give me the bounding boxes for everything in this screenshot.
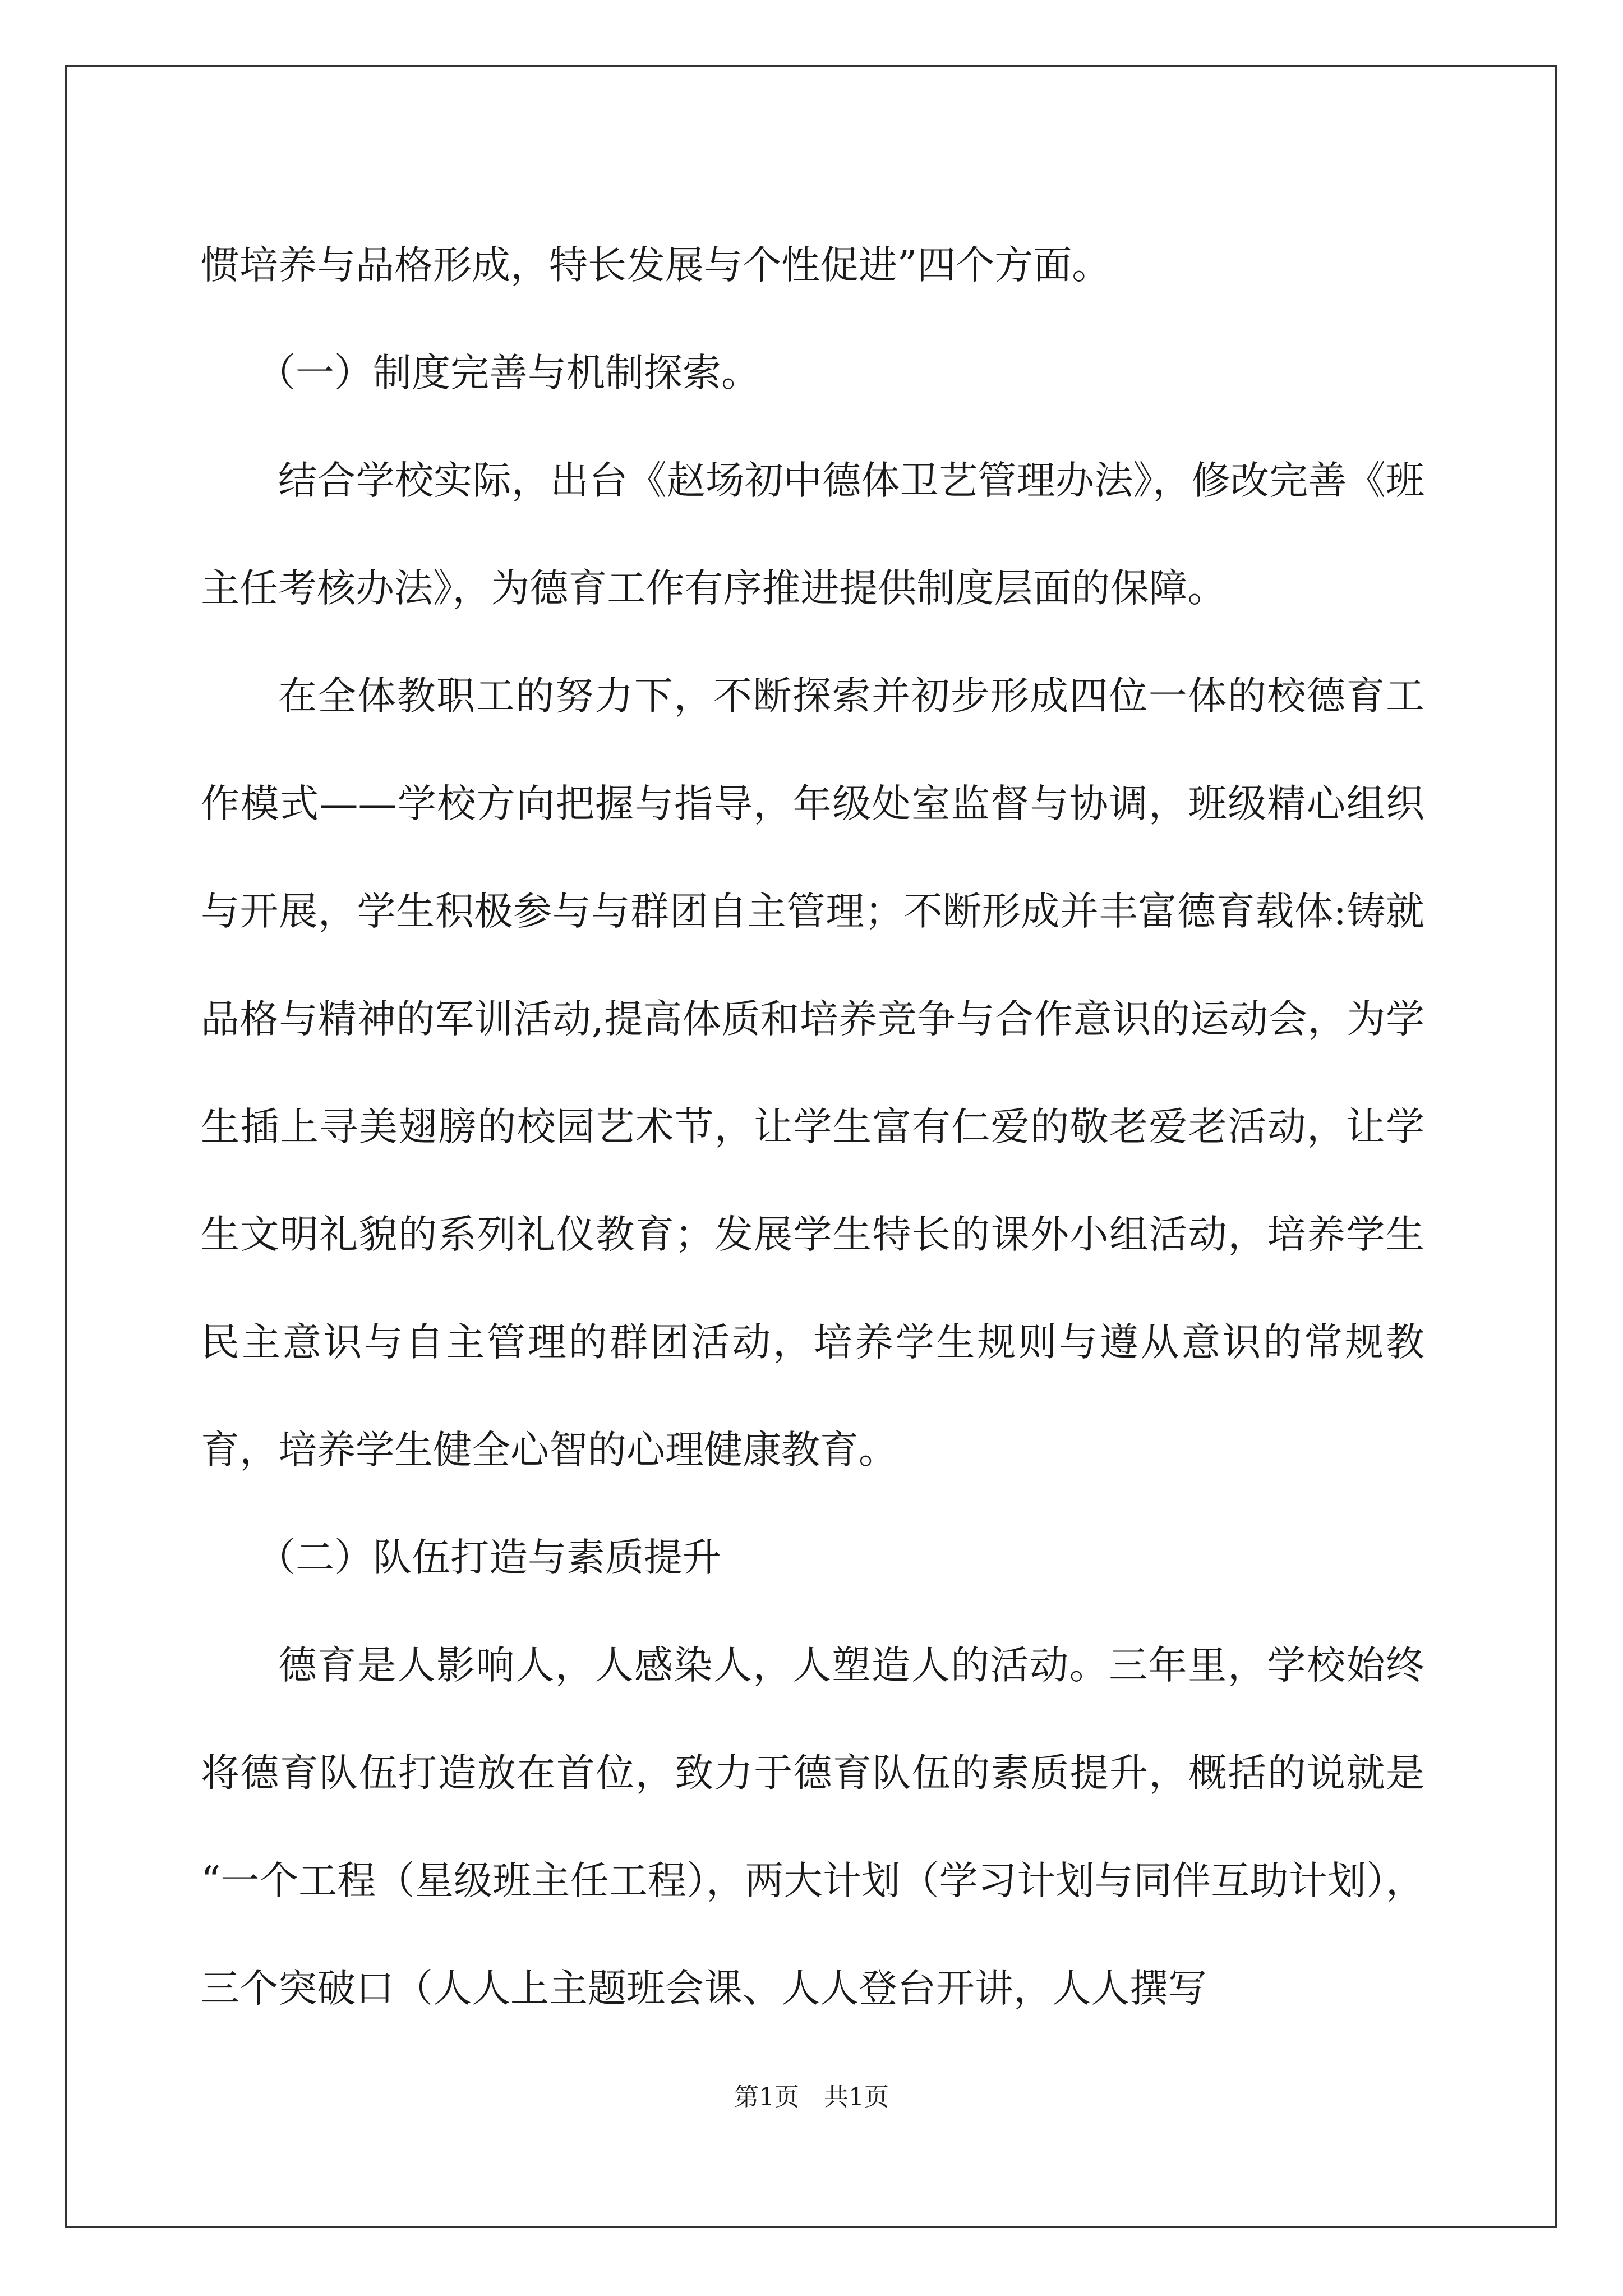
paragraph: 德育是人影响人，人感染人，人塑造人的活动。三年里，学校始终将德育队伍打造放在首位，致力于德育队伍的素质提升，概括的说就是 “一个工程（星级班主任工程），两大计划（学习计划与同伴互助计划），三个突破口（人人上主题班会课、人人登台开讲，人人撰写 [201, 1643, 1424, 2011]
paragraph-continuation: 惯培养与品格形成，特长发展与个性促进”四个方面。 [201, 243, 1111, 288]
paragraph: 结合学校实际，出台《赵场初中德体卫艺管理办法》，修改完善《班主任考核办法》，为德育工作有序推进提供制度层面的保障。 [201, 458, 1424, 611]
page-footer [0, 2081, 1623, 2114]
page-total: 共1页 [824, 2083, 889, 2111]
paragraph: 在全体教职工的努力下，不断探索并初步形成四位一体的校德育工作模式——学校方向把握与指导，年级处室监督与协调，班级精心组织与开展，学生积极参与与群团自主管理；不断形成并丰富德育载体:铸就品格与精神的军训活动,提高体质和培养竞争与合作意识的运动会，为学生插上寻美翅膀的校园艺术节，让学生富有仁爱的敬老爱老活动，让学生文明礼貌的系列礼仪教育；发展学生特长的课外小组活动，培养学生民主意识与自主管理的群团活动，培养学生规则与遵从意识的常规教育，培养学生健全心智的心理健康教育。 [201, 674, 1424, 1473]
section-heading-1: （一）制度完善与机制探索。 [257, 351, 760, 395]
document-body [201, 211, 1424, 2042]
section-heading-2: （二）队伍打造与素质提升 [257, 1535, 721, 1580]
page-number: 第1页 [734, 2083, 799, 2111]
